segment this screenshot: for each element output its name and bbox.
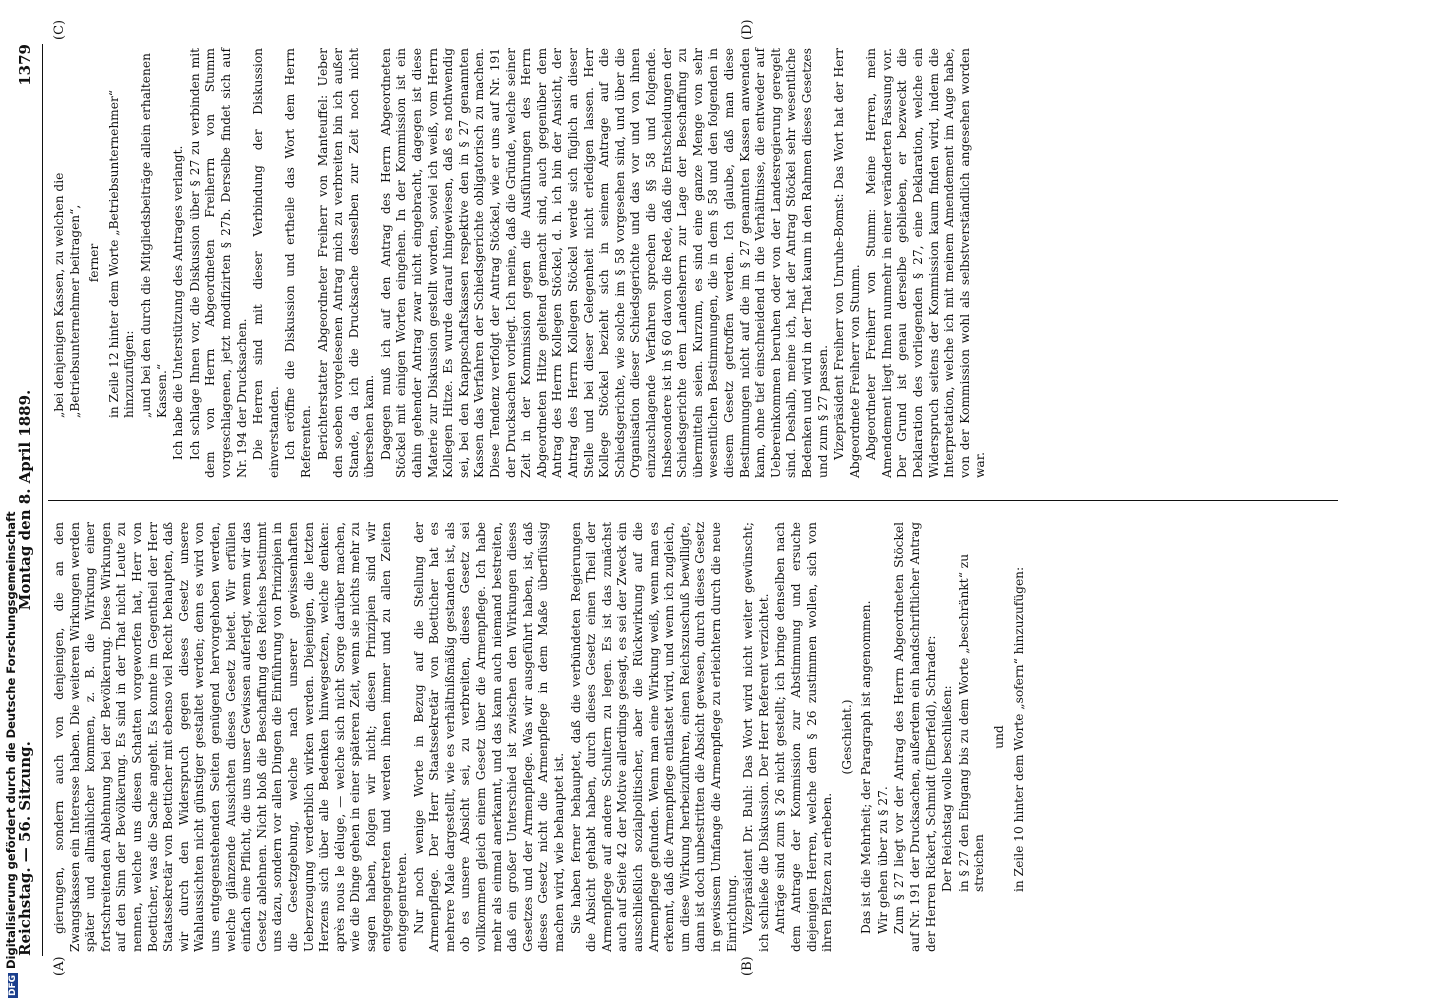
margin-mark-a: (A) <box>52 956 67 976</box>
header-page-number: 1379 <box>16 44 34 86</box>
paragraph: gierungen, sondern auch von denjenigen, die an den Zwangskassen ein Interesse haben. Die weiteren Wirkungen werden später und allmählicher kommen, z. B. die Wirkung einer fortschreitenden Ablehnung bei der Bevölkerung. Diese Wirkungen auf den Sinn der Bevölkerung. Es sind in der That nicht Leute zu nennen, welche uns diesen Schatten vorgeworfen hat, Herr von Boetticher, was die Sache angeht. Es konnte im Gegentheil der Herr Staatssekretär von Boetticher mit ebenso viel Recht behaupten, daß wir durch den Widerspruch gegen dieses Gesetz unsere Wahlaussichten nicht günstiger gestaltet werden; denn es wird von uns entgegenstehenden Seiten genügend hervorgehoben werden, welche glänzende Aussichten dieses Gesetz bietet. Wir erfüllen einfach eine Pflicht, die uns unser Gewissen auferlegt, wenn wir das Gesetz ablehnen. Nicht bloß die Beschaffung des Reiches bestimmt uns dazu, sondern vor allen Dingen die Einführung von Prinzipien in die Gesetzgebung, welche nach unserer gewissenhaften Ueberzeugung verderblich wirken werden. Diejenigen, die letzten Herzens sich über alle Bedenken hinwegsetzen, welche denken: après nous le déluge, — welche sich nicht Sorge darüber machen, wie die Dinge gehen in einer späteren Zeit, wenn sie nichts mehr zu sagen haben, folgen wir nicht; diesen Prinzipien sind wir entgegengetreten und werden ihnen immer und zu allen Zeiten entgegentreten. <box>52 522 410 952</box>
paragraph: „bei denjenigen Kassen, zu welchen die „Betriebsunternehmer beitragen“, <box>52 172 82 418</box>
paragraph: „und bei den durch die Mitgliedsbeiträge allein erhaltenen Kassen.“ <box>138 53 169 418</box>
paragraph: Sie haben ferner behauptet, daß die verbündeten Regierungen die Absicht gehabt haben, durch dieses Gesetz einen Theil der Armenpflege auf andere Schultern zu legen. Es ist das zunächst auch auf Seite 42 der Motive allerdings gesagt, es sei der Zweck ein ausschließlich sozialpolitischer, aber die Rückwirkung auf die Armenpflege gefunden. Wenn man eine Wirkung weiß, wenn man es erkennt, daß die Armenpflege entlastet wird, und wenn ich zugleich, um diese Wirkung herbeizuführen, einen Reichszuschuß bewilligte, dann ist doch unbestritten die Absicht gewesen, durch dieses Gesetz in gewissem Umfange die Armenpflege zu erleichtern durch die neue Einrichtung. <box>568 522 739 952</box>
paragraph: Die Herren sind mit dieser Verbindung der Diskussion einverstanden. <box>251 48 281 478</box>
side-credit <box>0 0 20 1000</box>
paragraph: und <box>992 725 1007 749</box>
header-rule <box>42 44 43 956</box>
credit-text: Digitalisierung gefördert durch die Deutsche Forschungsgemeinschaft <box>4 511 18 969</box>
paragraph: in § 27 den Eingang bis zu dem Worte „beschränkt“ zu streichen <box>956 553 987 892</box>
paragraph: Der Reichstag wolle beschließen: <box>940 685 955 892</box>
margin-mark-c: (C) <box>52 19 67 40</box>
header-date: Montag den 8. April 1889. <box>16 389 34 611</box>
paragraph: Das ist die Mehrheit; der Paragraph ist angenommen. <box>859 600 874 934</box>
column-divider <box>48 500 1338 501</box>
left-text-column <box>52 522 1028 952</box>
paragraph: Ich schlage Ihnen vor, die Diskussion über § 27 zu verbinden mit dem von Herrn Abgeordneten Freiherrn von Stumm vorgeschlagenen, jetzt modifizirten § 27b. Derselbe findet sich auf Nr. 194 der Drucksachen. <box>187 48 249 478</box>
paragraph: Vizepräsident Freiherr von Unruhe-Bomst: Das Wort hat der Herr Abgeordnete Freiherr von Stumm. <box>832 48 862 478</box>
paragraph: in Zeile 12 hinter dem Worte „Betriebsunternehmer“ hinzuzufügen: <box>106 89 137 418</box>
dfg-logo: DFG <box>8 974 18 996</box>
paragraph: ferner <box>87 243 102 283</box>
margin-mark-b: (B) <box>740 956 755 976</box>
paragraph: Vizepräsident Dr. Buhl: Das Wort wird nicht weiter gewünscht; ich schließe die Diskussion. Der Herr Referent verzichtet. <box>741 522 771 952</box>
paragraph: Abgeordneter Freiherr von Stumm: Meine Herren, mein Amendement liegt Ihnen nunmehr in einer veränderten Fassung vor. Der Grund ist genau derselbe geblieben, er bezweckt die Deklaration des vorliegenden § 27, eine Deklaration, welche ein Widerspruch seitens der Kommission kaum finden wird, indem die Interpretation, welche ich mit meinem Amendement im Auge habe, von der Kommission wohl als selbstverständlich angesehen worden war. <box>864 48 988 478</box>
paragraph: Zum § 27 liegt vor der Antrag des Herrn Abgeordneten Stöckel auf Nr. 191 der Drucksachen, außerdem ein handschriftlicher Antrag der Herren Rickert, Schmidt (Elberfeld), Schrader: <box>892 522 938 952</box>
paragraph: Ich habe die Unterstützung des Antrages verlangt. <box>171 145 186 460</box>
paragraph: Nur noch wenige Worte in Bezug auf die Stellung der Armenpflege. Der Herr Staatssekretär von Boetticher hat es mehrere Male dargestellt, wie es verhältnißmäßig gestanden ist, als ob es unsere Absicht sei, zu verbreiten, dieses Gesetz sei vollkommen gleich einem Gesetz über die Armenpflege. Ich habe mehr als einmal anerkannt, und das kann auch niemand bestreiten, daß ein großer Unterschied ist zwischen den Wirkungen dieses Gesetzes und der Armenpflege. Was wir ausgeführt haben, ist, daß dieses Gesetz nicht die Armenpflege in dem Maße überflüssig machen wird, wie behauptet ist. <box>411 522 566 952</box>
header-session: Reichstag. — 56. Sitzung. <box>16 741 34 956</box>
paragraph: Wir gehen über zu § 27. <box>875 786 890 934</box>
margin-mark-d: (D) <box>740 19 755 40</box>
paragraph: Anträge sind zum § 26 nicht gestellt; ich bringe denselben nach dem Antrage der Kommission zur Abstimmung und ersuche diejenigen Herren, welche dem § 26 zustimmen wollen, sich von ihren Plätzen zu erheben. <box>773 522 835 952</box>
paragraph: Berichterstatter Abgeordneter Freiherr von Manteuffel: Ueber den soeben vorgelesenen Antrag mich zu verbreiten bin ich außer Stande, da ich die Drucksache desselben zur Zeit noch nicht übersehen kann. <box>315 48 377 478</box>
right-text-column <box>52 48 990 478</box>
paragraph: Ich eröffne die Diskussion und ertheile das Wort dem Herrn Referenten. <box>283 48 313 478</box>
paragraph: in Zeile 10 hinter dem Worte „sofern“ hinzuzufügen: <box>1011 566 1026 892</box>
paragraph: Dagegen muß ich auf den Antrag des Herrn Abgeordneten Stöckel mit einigen Worten eingehen. In der Kommission ist ein dahin gehender Antrag zwar nicht eingebracht, dagegen ist diese Materie zur Diskussion gestellt worden, soviel ich weiß, vom Herrn Kollegen Hitze. Es wurde darauf hingewiesen, daß es nothwendig sei, bei den Knappschaftskassen respektive den in § 27 genannten Kassen das Verfahren der Schiedsgerichte obligatorisch zu machen. Diese Tendenz verfolgt der Antrag Stöckel, wie er uns auf Nr. 191 der Drucksachen vorliegt. Ich meine, daß die Gründe, welche seiner Zeit in der Kommission gegen die Ausführungen des Herrn Abgeordneten Hitze geltend gemacht sind, auch gegenüber dem Antrag des Herrn Kollegen Stöckel, d. h. ich bin der Ansicht, der Antrag des Herrn Kollegen Stöckel werde sich füglich an dieser Stelle und bei dieser Gelegenheit nicht erledigen lassen. Herr Kollege Stöckel bezieht sich in seinem Antrage auf die Schiedsgerichte, wie solche im § 58 vorgesehen sind, und über die Organisation dieser Schiedsgerichte und das vor und von ihnen einzuschlagende Verfahren sprechen die §§ 58 und folgende. Insbesondere ist in § 60 davon die Rede, daß die Entscheidungen der Schiedsgerichte dem Landesherrn zur Lage der Beschaffung zu übermitteln seien. Kurzum, es sind eine ganze Menge von sehr wesentlichen Bestimmungen, die in dem § 58 und den folgenden in diesem Gesetz getroffen werden. Ich glaube, daß man diese Bestimmungen nicht auf die im § 27 genannten Kassen anwenden kann, ohne tief einschneidend in die Verhältnisse, die entweder auf Uebereinkommen beruhen oder von der Landesregierung geregelt sind. Deshalb, meine ich, hat der Antrag Stöckel sehr wesentliche Bedenken und wird in der That kaum in den Rahmen dieses Gesetzes und zum § 27 passen. <box>378 48 830 478</box>
paragraph: (Geschieht.) <box>839 699 854 775</box>
